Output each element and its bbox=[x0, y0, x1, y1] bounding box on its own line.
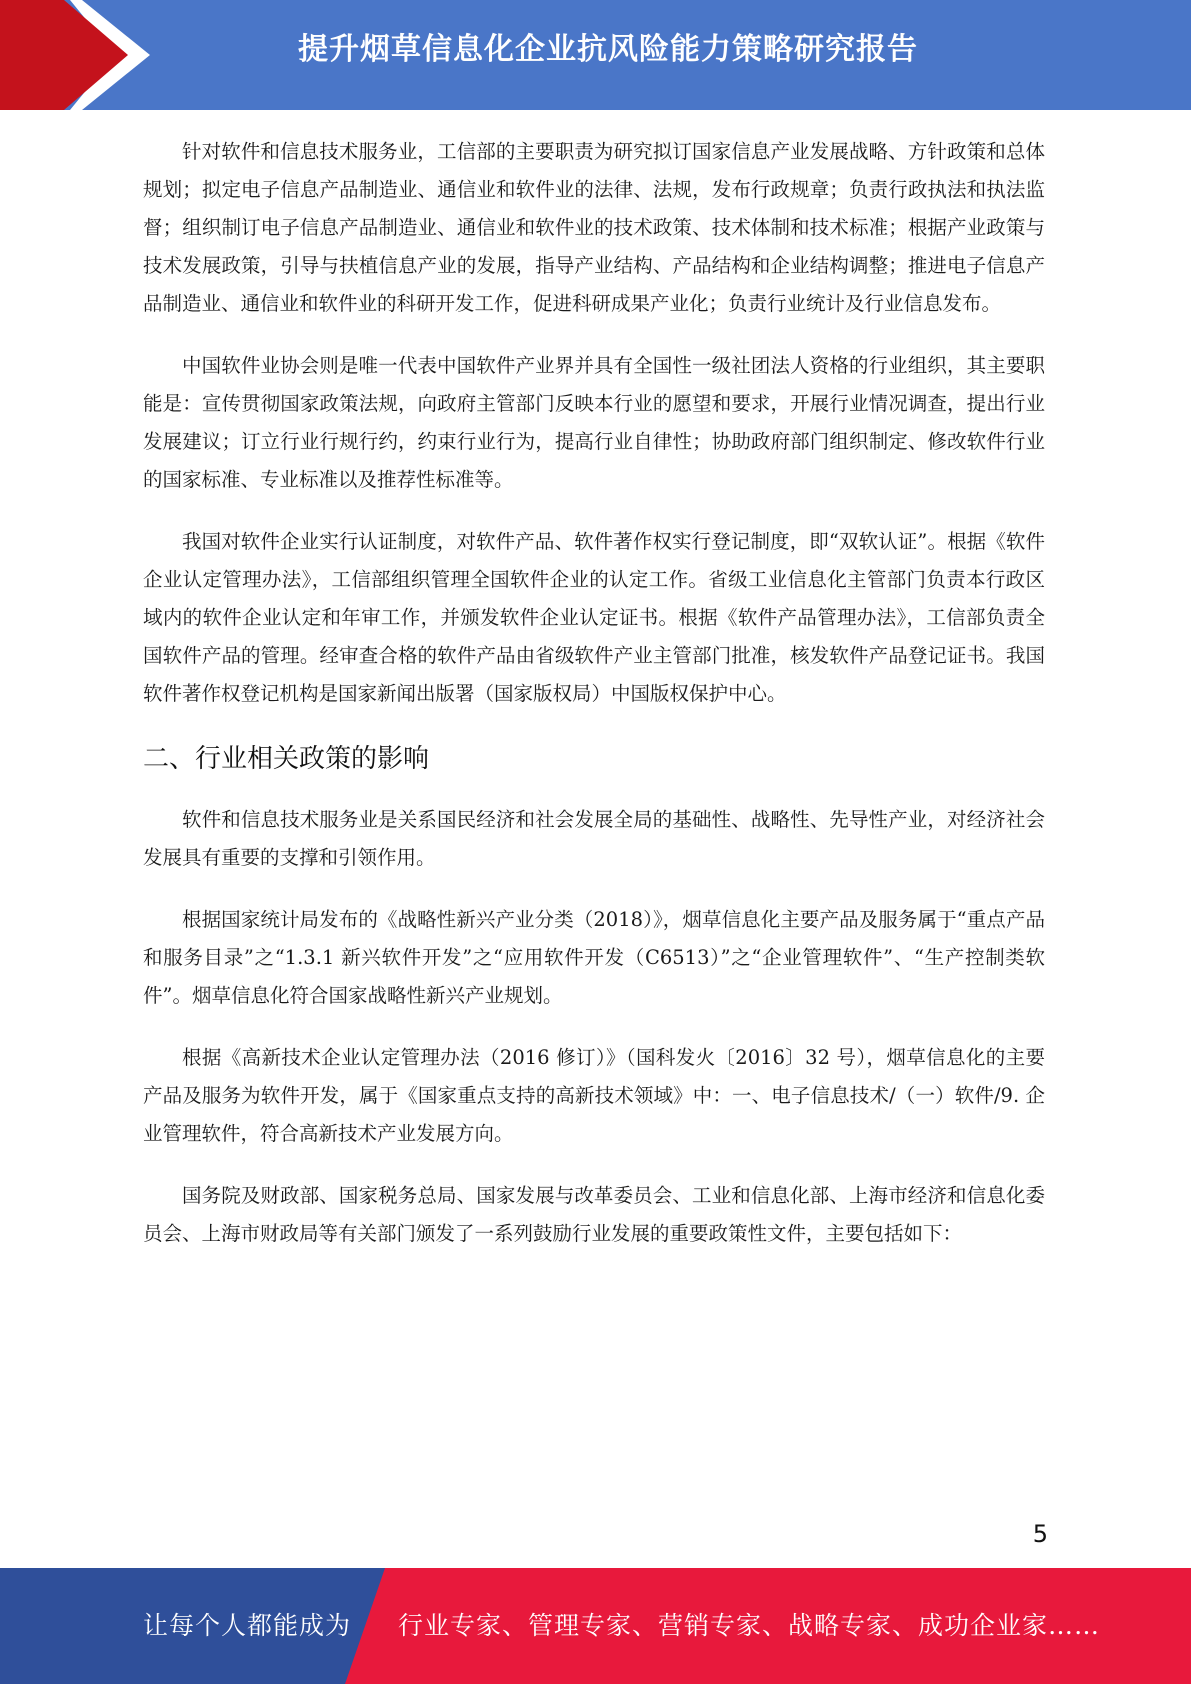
report-title: 提升烟草信息化企业抗风险能力策略研究报告 bbox=[298, 32, 918, 67]
paragraph-miit-duties: 针对软件和信息技术服务业，工信部的主要职责为研究拟订国家信息产业发展战略、方针政策和总体规划；拟定电子信息产品制造业、通信业和软件业的法律、法规，发布行政规章；负责行政执法和执法监督；组织制订电子信息产品制造业、通信业和软件业的技术政策、技术体制和技术标准；根据产业政策与技术发展政策，引导与扶植信息产业的发展，指导产业结构、产品结构和企业结构调整；推进电子信息产品制造业、通信业和软件业的科研开发工作，促进科研成果产业化；负责行业统计及行业信息发布。 bbox=[143, 140, 1045, 315]
paragraph-policy-documents: 国务院及财政部、国家税务总局、国家发展与改革委员会、工业和信息化部、上海市经济和信息化委员会、上海市财政局等有关部门颁发了一系列鼓励行业发展的重要政策性文件，主要包括如下： bbox=[143, 1184, 1045, 1245]
footer-slogan-right: 行业专家、管理专家、营销专家、战略专家、成功企业家…… bbox=[398, 1611, 1101, 1640]
page-body bbox=[143, 133, 1045, 1277]
page-number: 5 bbox=[1032, 1520, 1048, 1548]
paragraph-strategic-classification: 根据国家统计局发布的《战略性新兴产业分类（2018）》，烟草信息化主要产品及服务属于“重点产品和服务目录”之“1.3.1 新兴软件开发”之“应用软件开发（C6513）”之“企业管理软件”、“生产控制类软件”。烟草信息化符合国家战略性新兴产业规划。 bbox=[143, 908, 1045, 1007]
paragraph-high-tech-field: 根据《高新技术企业认定管理办法（2016 修订）》（国科发火〔2016〕32 号），烟草信息化的主要产品及服务为软件开发，属于《国家重点支持的高新技术领域》中：一、电子信息技术/（一）软件/9. 企业管理软件，符合高新技术产业发展方向。 bbox=[143, 1046, 1045, 1145]
section-heading: 二、行业相关政策的影响 bbox=[143, 744, 430, 774]
page-footer bbox=[0, 1568, 1191, 1684]
paragraph-industry-importance: 软件和信息技术服务业是关系国民经济和社会发展全局的基础性、战略性、先导性产业，对经济社会发展具有重要的支撑和引领作用。 bbox=[143, 808, 1045, 869]
paragraph-software-association: 中国软件业协会则是唯一代表中国软件产业界并具有全国性一级社团法人资格的行业组织，其主要职能是：宣传贯彻国家政策法规，向政府主管部门反映本行业的愿望和要求，开展行业情况调查，提出行业发展建议；订立行业行规行约，约束行业行为，提高行业自律性；协助政府部门组织制定、修改软件行业的国家标准、专业标准以及推荐性标准等。 bbox=[143, 354, 1045, 491]
page-header bbox=[0, 0, 1191, 110]
footer-slogan-left: 让每个人都能成为 bbox=[143, 1611, 352, 1640]
paragraph-dual-certification: 我国对软件企业实行认证制度，对软件产品、软件著作权实行登记制度，即“双软认证”。根据《软件企业认定管理办法》，工信部组织管理全国软件企业的认定工作。省级工业信息化主管部门负责本行政区域内的软件企业认定和年审工作，并颁发软件企业认定证书。根据《软件产品管理办法》，工信部负责全国软件产品的管理。经审查合格的软件产品由省级软件产业主管部门批准，核发软件产品登记证书。我国软件著作权登记机构是国家新闻出版署（国家版权局）中国版权保护中心。 bbox=[143, 530, 1045, 705]
